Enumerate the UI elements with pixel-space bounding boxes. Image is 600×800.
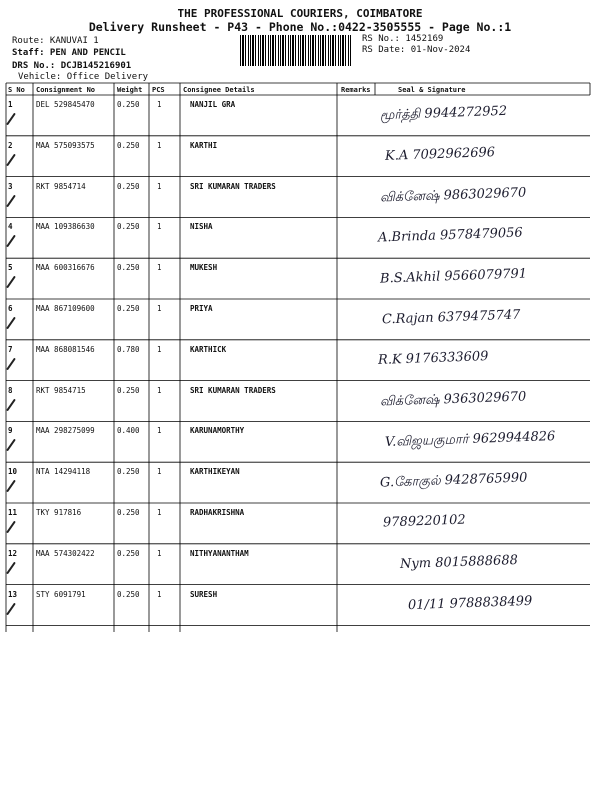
cell-sno: 9 bbox=[8, 426, 13, 436]
cell-sno: 6 bbox=[8, 304, 13, 313]
col-header-consignment: Consignment No bbox=[36, 86, 96, 94]
cell-weight: 0.250 bbox=[117, 385, 140, 395]
cell-consignment: NTA 14294118 bbox=[36, 467, 91, 477]
handwritten-signature: C.Rajan 6379475747 bbox=[381, 307, 521, 328]
cell-weight: 0.250 bbox=[117, 222, 140, 232]
cell-weight: 0.250 bbox=[117, 181, 140, 191]
cell-sno: 1 bbox=[8, 100, 13, 109]
handwritten-signature: விக்னேஷ் 9863029670 bbox=[379, 185, 527, 206]
cell-consignment: MAA 868081546 bbox=[36, 344, 95, 354]
col-header-signature: Seal & Signature bbox=[398, 86, 466, 94]
cell-pcs: 1 bbox=[157, 304, 162, 313]
col-header-weight: Weight bbox=[117, 86, 143, 94]
cell-consignee: NANJIL GRA bbox=[190, 100, 236, 109]
company-title: THE PROFESSIONAL COURIERS, COIMBATORE bbox=[177, 7, 423, 20]
cell-sno: 3 bbox=[8, 181, 13, 191]
cell-consignment: MAA 298275099 bbox=[36, 426, 95, 436]
rs-date: RS Date: 01-Nov-2024 bbox=[362, 45, 471, 55]
cell-consignment: MAA 867109600 bbox=[36, 304, 95, 313]
cell-pcs: 1 bbox=[157, 548, 162, 558]
cell-consignment: MAA 575093575 bbox=[36, 140, 95, 150]
handwritten-signature: A.Brinda 9578479056 bbox=[377, 225, 523, 246]
rs-number: RS No.: 1452169 bbox=[362, 34, 444, 44]
cell-weight: 0.250 bbox=[117, 140, 140, 150]
cell-consignee: KARTHIKEYAN bbox=[190, 467, 240, 477]
cell-pcs: 1 bbox=[157, 222, 162, 232]
cell-consignee: SURESH bbox=[190, 589, 218, 599]
cell-consignment: MAA 109386630 bbox=[36, 222, 95, 232]
cell-sno: 13 bbox=[8, 589, 18, 599]
cell-pcs: 1 bbox=[157, 344, 162, 354]
cell-weight: 0.250 bbox=[117, 467, 140, 477]
cell-weight: 0.400 bbox=[117, 426, 140, 436]
cell-sno: 12 bbox=[8, 548, 18, 558]
cell-consignee: PRIYA bbox=[190, 304, 213, 313]
cell-pcs: 1 bbox=[157, 589, 162, 599]
cell-sno: 11 bbox=[8, 508, 18, 517]
route-text: Route: KANUVAI 1 bbox=[12, 36, 99, 46]
cell-pcs: 1 bbox=[157, 508, 162, 517]
handwritten-signature: Nym 8015888688 bbox=[399, 552, 519, 572]
cell-pcs: 1 bbox=[157, 426, 162, 436]
cell-weight: 0.250 bbox=[117, 263, 140, 273]
handwritten-signature: K.A 7092962696 bbox=[384, 144, 496, 164]
cell-consignee: NITHYANANTHAM bbox=[190, 548, 249, 558]
cell-consignment: RKT 9854715 bbox=[36, 385, 86, 395]
cell-pcs: 1 bbox=[157, 100, 162, 109]
handwritten-signature: மூர்த்தி 9944272952 bbox=[379, 103, 508, 124]
col-header-consignee: Consignee Details bbox=[183, 86, 255, 94]
cell-sno: 10 bbox=[8, 467, 18, 477]
cell-consignee: MUKESH bbox=[190, 263, 218, 273]
handwritten-signature: B.S.Akhil 9566079791 bbox=[379, 266, 528, 287]
staff-text: Staff: PEN AND PENCIL bbox=[12, 48, 126, 58]
cell-consignee: KARUNAMORTHY bbox=[190, 426, 245, 436]
cell-consignee: SRI KUMARAN TRADERS bbox=[190, 385, 276, 395]
cell-sno: 8 bbox=[8, 385, 13, 395]
drs-text: DRS No.: DCJB145216901 bbox=[12, 61, 132, 71]
cell-pcs: 1 bbox=[157, 181, 162, 191]
cell-sno: 7 bbox=[8, 344, 13, 354]
cell-consignment: TKY 917816 bbox=[36, 508, 82, 517]
cell-pcs: 1 bbox=[157, 263, 162, 273]
cell-consignee: KARTHICK bbox=[190, 344, 227, 354]
handwritten-signature: G.கோகுல் 9428765990 bbox=[379, 470, 528, 491]
cell-pcs: 1 bbox=[157, 385, 162, 395]
cell-weight: 0.250 bbox=[117, 304, 140, 313]
vehicle-text: Vehicle: Office Delivery bbox=[18, 72, 149, 82]
runsheet-subtitle: Delivery Runsheet - P43 - Phone No.:0422-3505555 - Page No.:1 bbox=[88, 20, 512, 34]
handwritten-signature: 9789220102 bbox=[382, 512, 466, 531]
col-header-pcs: PCS bbox=[152, 86, 165, 94]
cell-consignment: STY 6091791 bbox=[36, 589, 86, 599]
cell-sno: 4 bbox=[8, 222, 13, 232]
cell-weight: 0.250 bbox=[117, 548, 140, 558]
handwritten-signature: விக்னேஷ் 9363029670 bbox=[379, 389, 527, 410]
cell-consignment: DEL 529845470 bbox=[36, 100, 95, 109]
col-header-remarks: Remarks bbox=[341, 86, 371, 94]
cell-consignee: KARTHI bbox=[190, 140, 218, 150]
cell-consignee: SRI KUMARAN TRADERS bbox=[190, 181, 276, 191]
cell-pcs: 1 bbox=[157, 467, 162, 477]
cell-consignee: NISHA bbox=[190, 222, 213, 232]
handwritten-signature: R.K 9176333609 bbox=[377, 348, 489, 368]
cell-consignment: MAA 600316676 bbox=[36, 263, 95, 273]
handwritten-signature: V.விஜயகுமார் 9629944826 bbox=[384, 429, 556, 451]
cell-pcs: 1 bbox=[157, 140, 162, 150]
cell-weight: 0.250 bbox=[117, 589, 140, 599]
cell-weight: 0.780 bbox=[117, 344, 140, 354]
handwritten-signature: 01/11 9788838499 bbox=[407, 593, 533, 613]
cell-consignment: MAA 574302422 bbox=[36, 548, 95, 558]
cell-consignee: RADHAKRISHNA bbox=[190, 508, 245, 517]
cell-weight: 0.250 bbox=[117, 508, 140, 517]
col-header-sno: S No bbox=[8, 86, 25, 94]
cell-sno: 2 bbox=[8, 140, 13, 150]
cell-weight: 0.250 bbox=[117, 100, 140, 109]
cell-consignment: RKT 9854714 bbox=[36, 181, 86, 191]
cell-sno: 5 bbox=[8, 263, 13, 273]
